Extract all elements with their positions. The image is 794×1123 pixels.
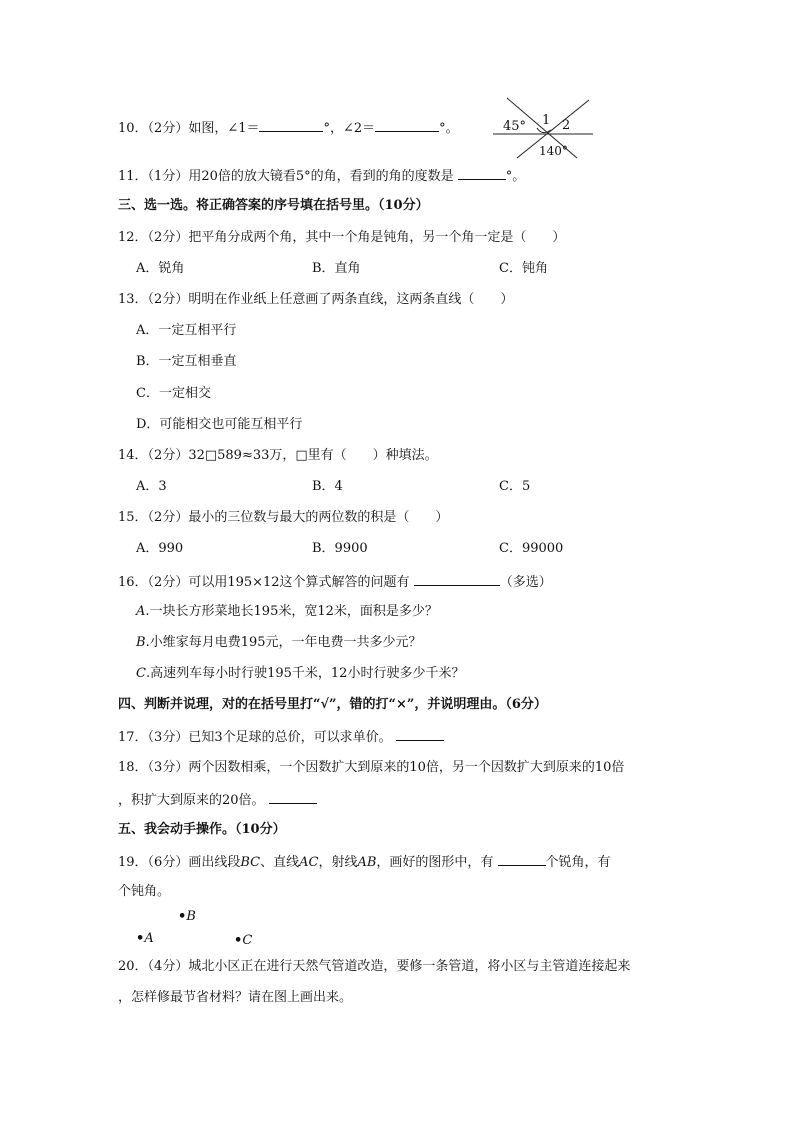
q18-line-2-text: ，积扩大到原来的20倍。 bbox=[118, 793, 269, 808]
section-5-heading: 五、我会动手操作。（10分） bbox=[118, 822, 286, 837]
q14-stem: 14．（2分）32□589≈33万，□里有（ ）种填法。 bbox=[118, 448, 438, 463]
q15-option-b[interactable]: B．9900 bbox=[312, 541, 368, 556]
q13-option-c[interactable]: C．一定相交 bbox=[136, 386, 211, 401]
point-c-dot-icon: • bbox=[234, 933, 243, 948]
angle-2-label: 2 bbox=[562, 118, 571, 133]
q16-option-a-letter: A bbox=[136, 604, 146, 619]
q17-text: 17．（3分）已知3个足球的总价，可以求单价。 bbox=[118, 730, 396, 745]
q13-option-d[interactable]: D．可能相交也可能互相平行 bbox=[136, 417, 303, 432]
q16-option-a-text: .一块长方形菜地长195米，宽12米，面积是多少？ bbox=[145, 604, 438, 619]
point-b-dot-icon: • bbox=[178, 909, 187, 924]
q10-text-a: 10．（2分）如图，∠1＝ bbox=[118, 121, 260, 136]
q11-text-b: °。 bbox=[505, 169, 526, 184]
q19-line-2: 个钝角。 bbox=[118, 884, 171, 899]
question-10 bbox=[118, 119, 459, 137]
question-17 bbox=[118, 728, 444, 746]
q18-line-1: 18．（3分）两个因数相乘，一个因数扩大到原来的10倍，另一个因数扩大到原来的10倍 bbox=[118, 760, 625, 775]
q10-answer-blank-1[interactable] bbox=[259, 119, 323, 132]
q10-angle-figure bbox=[493, 96, 593, 160]
q10-text-b: °，∠2＝ bbox=[323, 121, 376, 136]
point-a bbox=[136, 932, 154, 946]
q19-text-e: 个锐角，有 bbox=[545, 855, 611, 870]
q10-answer-blank-2[interactable] bbox=[375, 119, 439, 132]
q14-option-c[interactable]: C．5 bbox=[499, 479, 531, 494]
q10-text-c: °。 bbox=[439, 121, 459, 136]
angle-45-label: 45° bbox=[503, 119, 527, 134]
section-4-heading: 四、判断并说理，对的在括号里打“√”，错的打“×”，并说明理由。（6分） bbox=[118, 697, 547, 712]
q17-answer-blank[interactable] bbox=[396, 728, 444, 741]
q16-stem-b: （多选） bbox=[499, 575, 552, 590]
q15-option-c[interactable]: C．99000 bbox=[499, 541, 564, 556]
q19-text-c: ，射线 bbox=[318, 855, 358, 870]
q19-answer-blank[interactable] bbox=[498, 853, 546, 866]
q20-line-1: 20．（4分）城北小区正在进行天然气管道改造，要修一条管道，将小区与主管道连接起来 bbox=[118, 959, 631, 974]
point-c bbox=[234, 934, 252, 948]
angle-140-label: 140° bbox=[539, 144, 568, 158]
q13-option-a[interactable]: A．一定互相平行 bbox=[136, 323, 237, 338]
point-b-label: B bbox=[186, 909, 196, 924]
question-18-line-2 bbox=[118, 791, 317, 809]
q19-points-figure[interactable] bbox=[134, 904, 264, 952]
point-a-dot-icon: • bbox=[136, 931, 145, 946]
q20-line-2: ，怎样修最节省材料？请在图上画出来。 bbox=[118, 990, 353, 1005]
q19-bc: BC bbox=[240, 855, 261, 870]
q16-option-c[interactable] bbox=[136, 666, 464, 682]
q13-option-b[interactable]: B．一定互相垂直 bbox=[136, 354, 237, 369]
q18-answer-blank[interactable] bbox=[269, 791, 317, 804]
q16-option-c-letter: C bbox=[136, 666, 146, 681]
question-11 bbox=[118, 167, 525, 185]
q19-ab: AB bbox=[357, 855, 377, 870]
point-b bbox=[178, 910, 196, 924]
q13-stem: 13．（2分）明明在作业纸上任意画了两条直线，这两条直线（ ） bbox=[118, 292, 514, 307]
q16-answer-blank[interactable] bbox=[414, 573, 500, 586]
q11-answer-blank[interactable] bbox=[458, 167, 506, 180]
q12-stem: 12．（2分）把平角分成两个角，其中一个角是钝角，另一个角一定是（ ） bbox=[118, 230, 566, 245]
q16-stem-a: 16．（2分）可以用195×12这个算式解答的问题有 bbox=[118, 575, 414, 590]
q15-stem: 15．（2分）最小的三位数与最大的两位数的积是（ ） bbox=[118, 510, 449, 525]
q19-text-b: 、直线 bbox=[260, 855, 300, 870]
point-c-label: C bbox=[242, 933, 253, 948]
q16-option-b[interactable] bbox=[136, 635, 422, 651]
q12-option-b[interactable]: B．直角 bbox=[312, 261, 361, 276]
question-16 bbox=[118, 573, 552, 591]
q12-option-c[interactable]: C．钝角 bbox=[499, 261, 548, 276]
angle-1-label: 1 bbox=[542, 113, 551, 128]
q19-ac: AC bbox=[299, 855, 319, 870]
point-a-label: A bbox=[144, 931, 154, 946]
q19-text-a: 19．（6分）画出线段 bbox=[118, 855, 241, 870]
q11-text-a: 11．（1分）用20倍的放大镜看5°的角，看到的角的度数是 bbox=[118, 169, 458, 184]
q16-option-a[interactable] bbox=[136, 604, 438, 620]
section-3-heading: 三、选一选。将正确答案的序号填在括号里。（10分） bbox=[118, 198, 429, 213]
q16-option-c-text: .高速列车每小时行驶195千米，12小时行驶多少千米？ bbox=[145, 666, 465, 681]
q14-option-a[interactable]: A．3 bbox=[136, 479, 167, 494]
q16-option-b-text: .小维家每月电费195元，一年电费一共多少元？ bbox=[145, 635, 422, 650]
q19-text-d: ，画好的图形中，有 bbox=[376, 855, 498, 870]
question-19-line-1 bbox=[118, 853, 611, 871]
q15-option-a[interactable]: A．990 bbox=[136, 541, 184, 556]
q12-option-a[interactable]: A．锐角 bbox=[136, 261, 185, 276]
q16-option-b-letter: B bbox=[136, 635, 146, 650]
q14-option-b[interactable]: B．4 bbox=[312, 479, 343, 494]
